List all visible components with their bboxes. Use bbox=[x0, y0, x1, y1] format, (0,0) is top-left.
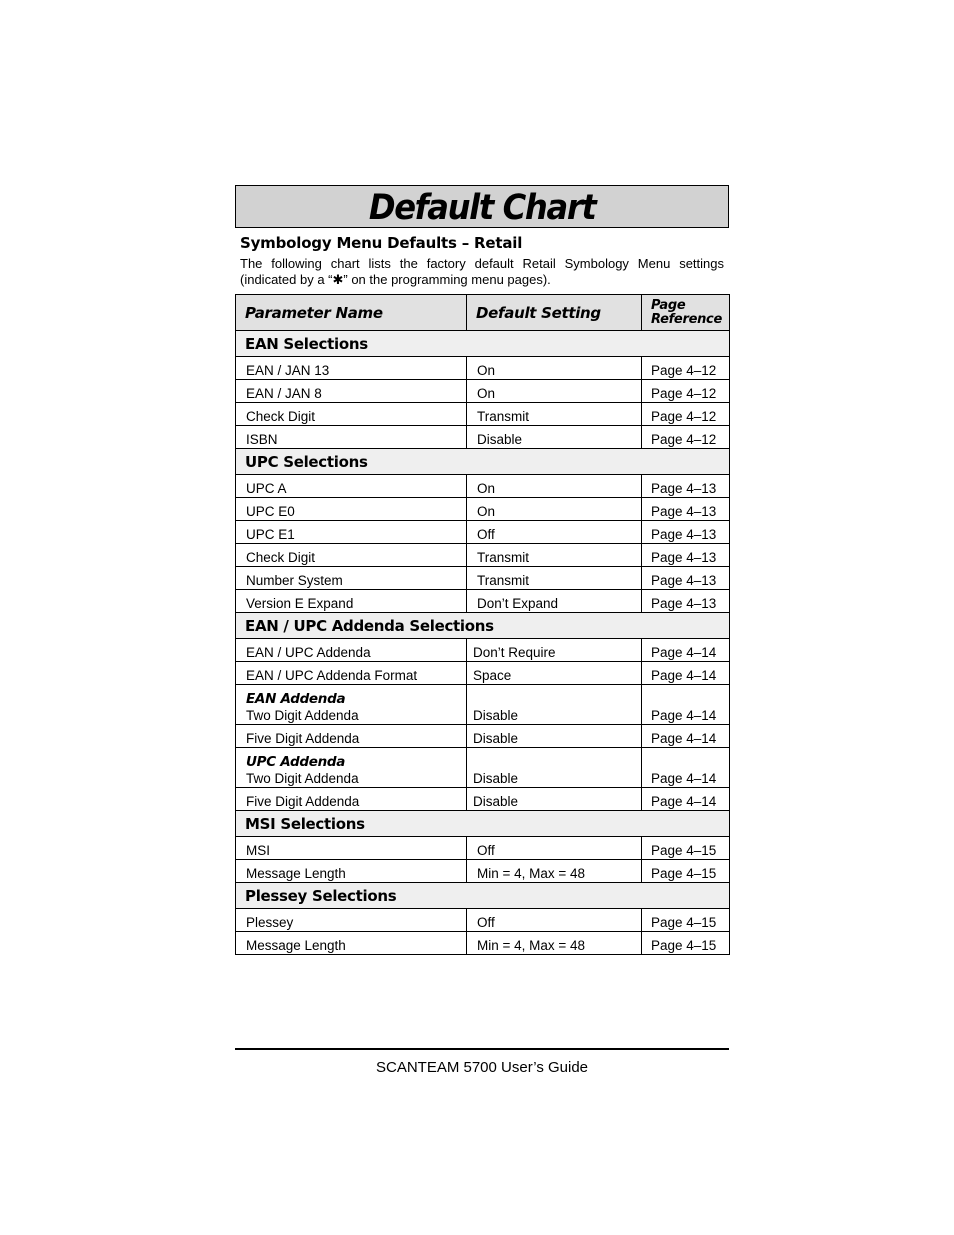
parameter-cell bbox=[236, 932, 467, 955]
table-row bbox=[236, 788, 730, 811]
page-reference-cell: Page 4–12 bbox=[642, 357, 730, 380]
table-row bbox=[236, 475, 730, 498]
default-setting-cell: Space bbox=[467, 662, 642, 685]
parameter-name: EAN / JAN 8 bbox=[246, 386, 322, 401]
parameter-cell bbox=[236, 498, 467, 521]
parameter-name: UPC E1 bbox=[246, 527, 295, 542]
table-row bbox=[236, 860, 730, 883]
table-header-row bbox=[236, 295, 730, 331]
table-row bbox=[236, 932, 730, 955]
table-row bbox=[236, 498, 730, 521]
page-reference-cell: Page 4–13 bbox=[642, 498, 730, 521]
parameter-cell bbox=[236, 725, 467, 748]
default-setting-cell: Off bbox=[467, 521, 642, 544]
subgroup-title: EAN Addenda bbox=[246, 691, 346, 707]
page-reference-cell: Page 4–12 bbox=[642, 403, 730, 426]
intro-paragraph: The following chart lists the factory default Retail Symbology Menu settings (indicated by a “✱” on the programming menu pages). bbox=[240, 256, 724, 287]
table-row bbox=[236, 544, 730, 567]
section-row bbox=[236, 883, 730, 909]
section-title: Plessey Selections bbox=[236, 883, 730, 909]
parameter-cell bbox=[236, 748, 467, 788]
defaults-table bbox=[235, 294, 730, 955]
table-row bbox=[236, 590, 730, 613]
table-row bbox=[236, 426, 730, 449]
table-row bbox=[236, 662, 730, 685]
page-reference-cell: Page 4–12 bbox=[642, 380, 730, 403]
parameter-name: Message Length bbox=[246, 938, 346, 953]
page-reference-cell: Page 4–14 bbox=[642, 639, 730, 662]
default-setting-cell: On bbox=[467, 380, 642, 403]
default-setting-cell: Disable bbox=[467, 685, 642, 725]
section-title: UPC Selections bbox=[236, 449, 730, 475]
table-row bbox=[236, 403, 730, 426]
section-title: EAN Selections bbox=[236, 331, 730, 357]
table-row bbox=[236, 909, 730, 932]
page-reference-cell: Page 4–15 bbox=[642, 860, 730, 883]
default-setting-cell: On bbox=[467, 357, 642, 380]
page-reference-cell: Page 4–15 bbox=[642, 837, 730, 860]
header-parameter-name: Parameter Name bbox=[236, 295, 467, 331]
parameter-name: Number System bbox=[246, 573, 343, 588]
title-banner bbox=[235, 185, 729, 228]
footer-divider bbox=[235, 1048, 729, 1050]
default-setting-cell: Transmit bbox=[467, 544, 642, 567]
page-reference-cell: Page 4–13 bbox=[642, 521, 730, 544]
table-row bbox=[236, 567, 730, 590]
table-row bbox=[236, 685, 730, 725]
default-setting-cell: Transmit bbox=[467, 403, 642, 426]
table-row bbox=[236, 521, 730, 544]
section-heading: Symbology Menu Defaults – Retail bbox=[240, 234, 523, 252]
table-row bbox=[236, 639, 730, 662]
header-default-setting: Default Setting bbox=[467, 295, 642, 331]
parameter-name: Check Digit bbox=[246, 409, 316, 424]
parameter-name: ISBN bbox=[246, 432, 278, 447]
page-reference-cell: Page 4–14 bbox=[642, 685, 730, 725]
page-reference-cell: Page 4–14 bbox=[642, 725, 730, 748]
parameter-cell bbox=[236, 909, 467, 932]
default-setting-cell: Disable bbox=[467, 426, 642, 449]
parameter-name: UPC E0 bbox=[246, 504, 295, 519]
table-row bbox=[236, 837, 730, 860]
parameter-name: Plessey bbox=[246, 915, 294, 930]
parameter-name: Check Digit bbox=[246, 550, 316, 565]
parameter-cell bbox=[236, 403, 467, 426]
section-row bbox=[236, 449, 730, 475]
default-setting-cell: Off bbox=[467, 837, 642, 860]
parameter-cell bbox=[236, 590, 467, 613]
section-title: MSI Selections bbox=[236, 811, 730, 837]
page-footer: SCANTEAM 5700 User’s Guide bbox=[375, 1059, 589, 1076]
page-reference-cell: Page 4–13 bbox=[642, 544, 730, 567]
parameter-name: EAN / UPC Addenda Format bbox=[246, 668, 418, 683]
parameter-cell bbox=[236, 639, 467, 662]
table-body bbox=[236, 331, 730, 955]
header-page-reference bbox=[642, 295, 730, 331]
page-reference-cell: Page 4–15 bbox=[642, 932, 730, 955]
parameter-cell bbox=[236, 685, 467, 725]
default-setting-cell: Off bbox=[467, 909, 642, 932]
default-setting-cell: Disable bbox=[467, 725, 642, 748]
default-setting-cell: On bbox=[467, 475, 642, 498]
parameter-name: Version E Expand bbox=[246, 596, 354, 611]
parameter-name: MSI bbox=[246, 843, 271, 858]
default-setting-cell: Disable bbox=[467, 788, 642, 811]
default-setting-cell: Don’t Require bbox=[467, 639, 642, 662]
section-row bbox=[236, 613, 730, 639]
table-row bbox=[236, 357, 730, 380]
page-reference-cell: Page 4–14 bbox=[642, 662, 730, 685]
parameter-cell bbox=[236, 788, 467, 811]
table-row bbox=[236, 748, 730, 788]
parameter-name: EAN / JAN 13 bbox=[246, 363, 330, 378]
section-title: EAN / UPC Addenda Selections bbox=[236, 613, 730, 639]
page-title: Default Chart bbox=[368, 187, 596, 228]
parameter-name: Five Digit Addenda bbox=[246, 731, 360, 746]
page-reference-cell: Page 4–13 bbox=[642, 590, 730, 613]
table-row bbox=[236, 380, 730, 403]
default-setting-cell: On bbox=[467, 498, 642, 521]
parameter-cell bbox=[236, 544, 467, 567]
default-setting-cell: Don’t Expand bbox=[467, 590, 642, 613]
parameter-name: Two Digit Addenda bbox=[246, 771, 359, 786]
parameter-cell bbox=[236, 837, 467, 860]
table-row bbox=[236, 725, 730, 748]
parameter-cell bbox=[236, 426, 467, 449]
parameter-cell bbox=[236, 662, 467, 685]
page-reference-cell: Page 4–15 bbox=[642, 909, 730, 932]
parameter-cell bbox=[236, 380, 467, 403]
page-reference-cell: Page 4–14 bbox=[642, 748, 730, 788]
parameter-cell bbox=[236, 567, 467, 590]
parameter-cell bbox=[236, 860, 467, 883]
parameter-name: Two Digit Addenda bbox=[246, 708, 359, 723]
page-reference-cell: Page 4–13 bbox=[642, 567, 730, 590]
parameter-name: EAN / UPC Addenda bbox=[246, 645, 371, 660]
page-reference-cell: Page 4–13 bbox=[642, 475, 730, 498]
header-page-line2: Reference bbox=[651, 311, 722, 327]
page-reference-cell: Page 4–12 bbox=[642, 426, 730, 449]
default-setting-cell: Min = 4, Max = 48 bbox=[467, 932, 642, 955]
page-reference-cell: Page 4–14 bbox=[642, 788, 730, 811]
default-setting-cell: Transmit bbox=[467, 567, 642, 590]
header-page-line1: Page bbox=[651, 297, 686, 313]
parameter-cell bbox=[236, 357, 467, 380]
section-row bbox=[236, 811, 730, 837]
parameter-cell bbox=[236, 475, 467, 498]
section-row bbox=[236, 331, 730, 357]
default-setting-cell: Disable bbox=[467, 748, 642, 788]
default-setting-cell: Min = 4, Max = 48 bbox=[467, 860, 642, 883]
parameter-name: Five Digit Addenda bbox=[246, 794, 360, 809]
subgroup-title: UPC Addenda bbox=[246, 754, 346, 770]
parameter-name: UPC A bbox=[246, 481, 287, 496]
parameter-name: Message Length bbox=[246, 866, 346, 881]
parameter-cell bbox=[236, 521, 467, 544]
